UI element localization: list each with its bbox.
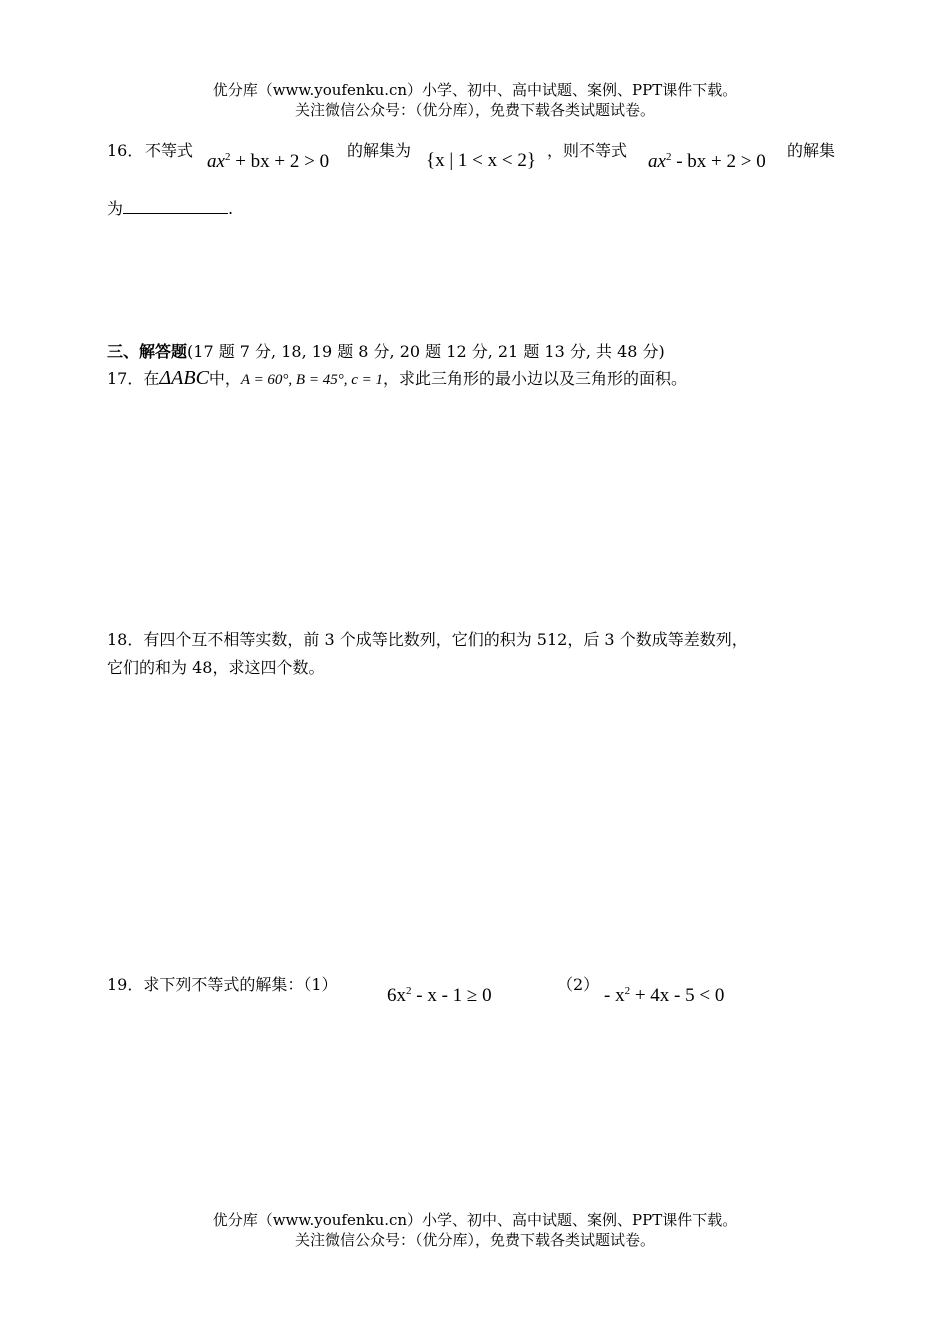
- q17-triangle: ΔABC: [159, 367, 209, 389]
- section-3-heading: [107, 339, 665, 362]
- q16-text-6: .: [228, 199, 234, 218]
- page-header: [0, 80, 950, 120]
- section-3-score-note: (17 题 7 分, 18, 19 题 8 分, 20 题 12 分, 21 题 13 分, 共 48 分): [187, 342, 665, 361]
- footer-line-2: 关注微信公众号：（优分库），免费下载各类试题试卷。: [294, 1231, 655, 1249]
- header-line-1: 优分库（www.youfenku.cn）小学、初中、高中试题、案例、PPT课件下载。: [212, 81, 738, 99]
- q17-text-1: 在: [143, 369, 160, 388]
- q18-line-1: 18．有四个互不相等实数，前 3 个成等比数列，它们的积为 512，后 3 个数成等差数列，: [107, 630, 748, 649]
- q16-inequality-2: $ax^2$ - bx + 2 > 0: [648, 151, 766, 172]
- section-3-title: 三、解答题: [107, 342, 188, 361]
- q19-inequality-2: - $x^2 + 4x - 5 < 0$: [604, 985, 725, 1006]
- q17-number: 17．: [107, 369, 144, 388]
- q16-inequality-1: $ax^2$ + bx + 2 > 0: [207, 151, 330, 172]
- q16-solution-set: {x | 1 < x < 2}: [426, 150, 536, 171]
- q19-part-2-label: （2）: [557, 975, 600, 994]
- q16-text-2: 的解集为: [347, 141, 412, 160]
- q17-conditions: A = 60°, B = 45°, c = 1: [240, 372, 383, 388]
- header-line-2: 关注微信公众号：（优分库），免费下载各类试题试卷。: [294, 101, 655, 119]
- q17-text-2: 中，: [208, 369, 241, 388]
- q16-answer-line: [107, 196, 233, 219]
- q17-text-3: ，求此三角形的最小边以及三角形的面积。: [383, 369, 688, 388]
- q16-text-1: 不等式: [145, 141, 194, 160]
- q19-inequality-1: $6x^2 - x - 1 \ge 0$: [387, 985, 492, 1006]
- footer-line-1: 优分库（www.youfenku.cn）小学、初中、高中试题、案例、PPT课件下载。: [212, 1211, 738, 1229]
- q16-number: 16．: [107, 141, 144, 160]
- q16-text-5: 为: [107, 199, 124, 218]
- question-17: [107, 366, 687, 390]
- q16-text-4: 的解集: [787, 141, 836, 160]
- page-footer: [0, 1210, 950, 1250]
- q18-line-2: 它们的和为 48，求这四个数。: [107, 658, 325, 677]
- q16-text-3: ，则不等式: [547, 141, 628, 160]
- q19-text: 19．求下列不等式的解集：（1）: [107, 975, 338, 994]
- q16-answer-blank[interactable]: [123, 199, 228, 214]
